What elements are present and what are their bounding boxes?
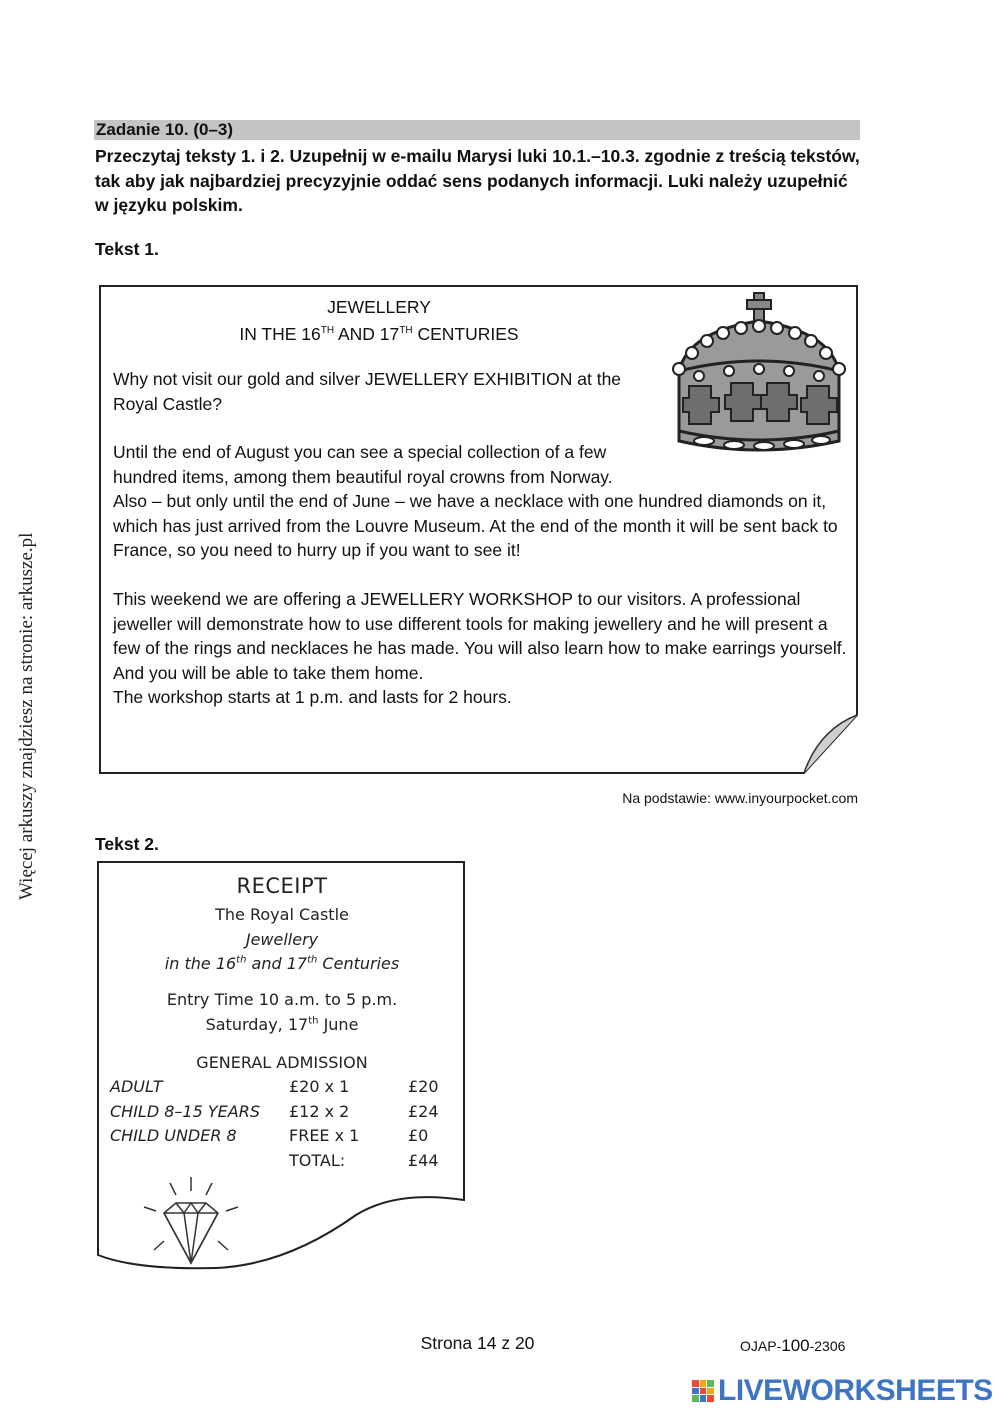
receipt-row: ADULT £20 x 1 £20 bbox=[110, 1077, 439, 1096]
notice-paragraph-4: The workshop starts at 1 p.m. and lasts for 2 hours. bbox=[113, 687, 512, 707]
diamond-icon bbox=[136, 1175, 246, 1265]
side-note: Więcej arkuszy znajdziesz na stronie: arkusze.pl bbox=[16, 532, 37, 900]
receipt-title: RECEIPT bbox=[236, 874, 328, 898]
text2-label: Tekst 2. bbox=[95, 834, 159, 854]
liveworksheets-logo[interactable] bbox=[692, 1374, 993, 1408]
text1-label: Tekst 1. bbox=[95, 239, 159, 259]
task-instructions: Przeczytaj teksty 1. i 2. Uzupełnij w e-mailu Marysi luki 10.1.–10.3. zgodnie z treścią tekstów, tak aby jak najbardziej precyzyjnie oddać sens podanych informacji. Luki należy uzupełnić w języku polskim. bbox=[95, 146, 860, 215]
receipt-admission: GENERAL ADMISSION bbox=[196, 1053, 368, 1072]
receipt-place: The Royal Castle bbox=[215, 905, 349, 924]
receipt-date: Saturday, 17th June bbox=[205, 1015, 359, 1034]
brand-name: LIVEWORKSHEETS bbox=[718, 1374, 993, 1407]
crown-icon bbox=[659, 291, 859, 463]
receipt-exhibition: Jewellery bbox=[245, 930, 319, 949]
notice-paragraph-1: Why not visit our gold and silver JEWELLERY EXHIBITION at the Royal Castle? bbox=[113, 369, 622, 414]
notice-title-line1: JEWELLERY bbox=[327, 297, 431, 317]
receipt bbox=[96, 860, 468, 1270]
page-number: Strona 14 z 20 bbox=[420, 1333, 535, 1353]
notice-title bbox=[229, 295, 529, 346]
brand-mark-icon bbox=[692, 1380, 714, 1402]
exam-code: OJAP-100-2306 bbox=[740, 1336, 846, 1355]
receipt-total-row: TOTAL: £44 bbox=[289, 1151, 439, 1170]
task-header: Zadanie 10. (0–3) bbox=[94, 120, 860, 140]
notice-paragraph-3: This weekend we are offering a JEWELLERY WORKSHOP to our visitors. A professional jeweller will demonstrate how to use different tools for making jewellery and he will present a few of the rings and necklaces he has made. You will also learn how to make earrings yourself. And you will be able to take them home. The workshop starts at 1 p.m. and lasts for 2 hours. bbox=[113, 587, 853, 710]
text1-notice bbox=[99, 285, 859, 775]
receipt-row: CHILD 8–15 YEARS £12 x 2 £24 bbox=[110, 1102, 439, 1121]
notice-paragraph-2: Until the end of August you can see a special collection of a few hundred items, among them beautiful royal crowns from Norway. Also – but only until the end of June – we have a necklace with one hundred diamonds on it, which has just arrived from the Louvre Museum. At the end of the month it will be sent back to France, so you need to hurry up if you want to see it! bbox=[113, 442, 838, 560]
receipt-row: CHILD UNDER 8 FREE x 1 £0 bbox=[110, 1126, 429, 1145]
receipt-centuries: in the 16th and 17th Centuries bbox=[164, 954, 400, 973]
source-citation: Na podstawie: www.inyourpocket.com bbox=[622, 790, 858, 806]
receipt-entry-time: Entry Time 10 a.m. to 5 p.m. bbox=[166, 990, 398, 1009]
notice-title-line2: IN THE 16TH AND 17TH CENTURIES bbox=[239, 323, 519, 344]
